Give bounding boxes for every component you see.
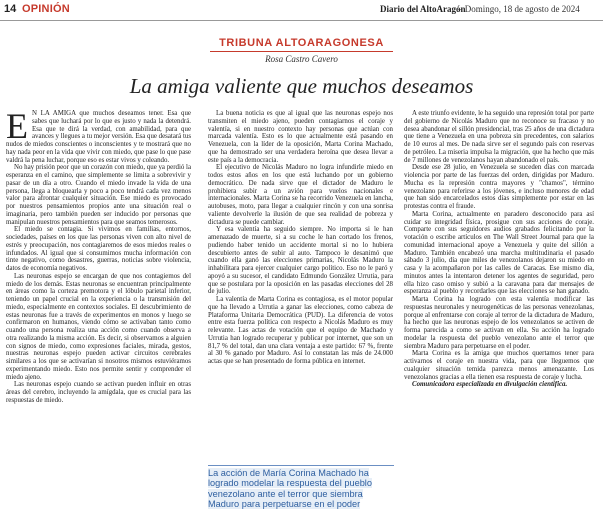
paragraph: Desde ese 28 julio, en Venezuela se suceden días con marcada violencia por parte de las fuerzas del orden, dirigidas por Maduro. Mucha es la represión contra mayores y "chamos", término venezolano para referirse a los jóvenes, e incluso menores de edad que han sido encarcelados estos días simplemente por estar en las protestas contra el fraude. xyxy=(404,164,594,210)
paragraph: Marta Corina ha logrado con esta valentía modificar las respuestas neuronales y neurogenéticas de las personas venezolanas, porque al enfrentarse con coraje al terror de la dictadura de Maduro, ha hecho que las neuronas espejo de los venezolanos se activen de forma parecida a como se activan en ella. Su acción ha logrado modelar la respuesta del pueblo venezolano ante el terror que siembra Maduro para perpetuarse en el poder. xyxy=(404,296,594,350)
paragraph: La valentía de Marta Corina es contagiosa, es el motor popular que ha llevado a Urrutia a ganar las elecciones, como cabeza de Plataforma Unitaria Democrática (PUD). La diferencia de votos entre esta fuerza política con respecto a Nicolás Maduro es muy relevante. Las actas de votación que el equipo de Machado y Urrutia han logrado recuperar y publicar por internet, que son un 81,7 % del total, dan una clara ventaja a este partido: 67 %, frente al 30 % ganado por Maduro. Así lo constatan las más de 24.000 actas que se han presentado de forma pública en internet. xyxy=(208,296,393,365)
kicker-underline xyxy=(210,51,393,52)
paragraph: Las neuronas espejo cuando se activan pueden influir en otras áreas del cerebro, incluyendo la amígdala, que es crucial para las respuestas de miedo. xyxy=(6,381,191,404)
pull-quote-text: La acción de María Corina Machado ha logrado modelar la respuesta del pueblo venezolano ante el terror que siembra Maduro para perpetuarse en el poder xyxy=(208,468,372,510)
header-rule xyxy=(0,20,603,21)
pull-quote-rule xyxy=(208,465,394,466)
article-column-2 xyxy=(208,110,393,366)
paragraph: No hay prisión peor que un corazón con miedo, que ya perdió la esperanza en el camino, que simplemente se limita a sobrevivir y pasar de un día a otro. Cuando el miedo invade la vida de una persona, llega a bloquearla y poco a poco tendrá cada vez menos valor para afrontar cualquier situación. Ese miedo es provocado por nuestros pensamientos propios ante una situación real o imaginaria, pero también pueden ser inducido por personas que manipulan nuestros pensamientos para que seamos temerosos. xyxy=(6,164,191,226)
page-header xyxy=(0,0,603,22)
paragraph: Y esa valentía ha seguido siempre. No importa si le han amenazado de muerte, si a su coche le han cortado los frenos, pudiendo haber tenido un accidente mortal si no lo hubiera descubierto antes de subir al auto. Tampoco le desanimó que cuando ella ganó las elecciones primarias, Nicolás Maduro la inhabilitara para ejercer cualquier cargo político. Eso no le paró y apoyó a su sucesor, el candidato Edmundo González Urrutia, para que se postulara por la oposición en las pasadas elecciones del 28 de julio. xyxy=(208,226,393,296)
author-signature: Comunicadora especializada en divulgación científica. xyxy=(412,381,568,389)
paragraph: El ejecutivo de Nicolás Maduro no logra infundirle miedo en todos estos años en los que está luchando por un gobierno democrático. De nada sirve que el dictador de Maduro le prohibiera subir a un avión para vuelos nacionales e internacionales. Marta Corina se ha recorrido Venezuela en lancha, autobuses, moto, para llegar a cualquier rincón y con una sonrisa valiente devolverle la ilusión de que sea realidad de pobreza y dictadura se puede cambiar. xyxy=(208,164,393,226)
article-column-1 xyxy=(6,106,192,405)
drop-cap: E xyxy=(6,106,28,146)
paragraph: A este triunfo evidente, le ha seguido una represión total por parte del gobierno de Nicolás Maduro que no reconoce su fracaso y no desea abandonar el sillón presidencial, tras 25 años de una dictadura que tiene a Venezuela en una pobreza sin precedentes, con salarios de 10 euros al mes. De nada sirve ser el segundo país con reservas de petróleo. La miseria impulsa la migración, que ha hecho que más de 7 millones de venezolanos hayan abandonado el país. xyxy=(404,110,594,164)
paragraph: Marta Corina es la amiga que muchos quertamos tener para activarnos el coraje en nuestra vida, para que lleguemos que cualquier situación temida parezca menos amenazante. Los venezolanos gracias a ella tienen esa respuesta de coraje y lucha. xyxy=(404,350,594,381)
paragraph: Marta Corina, actualmente en paradero desconocido para así cuidar su integridad física, prosigue con sus acciones de coraje. Comparte con sus seguidores audios grabados felicitando por la votación o escribe artículos en The Wall Street Journal para que la comunidad internacional apoye a Venezuela y quite del sillón a Maduro. También encabezó una marcha multitudinaria el pasado sábado 3 julio, día que miles de venezolanos dejaron su miedo en casa y la acompañaron por las calles de Caracas. Ese mismo día, minutos antes la intentaron detener los agentes de seguridad, pero ella hizo caso omiso y subió a la caravana para dar mensajes de esperanza al pueblo y recordarles que las elecciones se han ganado. xyxy=(404,210,594,296)
paragraph: Las neuronas espejo se encargan de que nos contagiemos del miedo de los demás. Estas neuronas se encuentran principalmente en áreas como la corteza premotora y el lóbulo parietal inferior, teniendo un papel crucial en la experiencia o la transmisión del miedo, especialmente en contextos sociales. El descubrimiento de estas neuronas fue a través de experimentos en monos y luego se confirmaron en humanos, viendo cómo se activaban tanto como cuando una persona realiza una acción como cuando observa a otra realizando la misma acción. Es decir, si observamos a alguien con signos de miedo, como expresiones faciales, mirada, gestos, nuestras neuronas espejo pueden activar circuitos cerebrales similares a los que se activarían si nosotros mismos estuviéramos experimentando miedo. Esto nos permite sentir y comprender el miedo ajeno. xyxy=(6,272,191,381)
publication-date: – Domingo, 18 de agosto de 2024 xyxy=(458,4,580,14)
article-headline: La amiga valiente que muchos deseamos xyxy=(129,74,474,98)
paragraph: La buena noticia es que al igual que las neuronas espejo nos transmiten el miedo ajeno, pueden contagiarnos el coraje y valentía, si en nuestro contexto hay personas que actúan con marcada valentía. Esto es lo que actualmente está pasando en Venezuela, con la líder de la oposición, Marta Corina Machado, que ha demostrado ser una verdadera heroína que desea llevar a este país a la democracia. xyxy=(208,110,393,164)
article-kicker: TRIBUNA ALTOARAGONESA xyxy=(219,37,384,49)
section-name: OPINIÓN xyxy=(22,3,70,15)
pull-quote xyxy=(208,468,394,510)
newspaper-name: Diario del AltoAragón xyxy=(380,4,466,14)
article-author: Rosa Castro Cavero xyxy=(265,54,338,64)
page-number: 14 xyxy=(4,3,17,15)
article-column-3 xyxy=(404,110,594,389)
paragraph: El miedo se contagia. Si vivimos en familias, entornos, sociedades, países en los que las personas viven con alto nivel de estrés y preocupación, nos contagiaremos de esos miedos reales o infundados. Al igual que si consumimos mucha información con tinte negativo, como desastres, guerras, noticias sobre violencia, datos de economía negativos. xyxy=(6,226,191,272)
paragraph: E N LA AMIGA que muchos deseamos tener. Esa que sabes que luchará por lo que es justo y nada la detendrá. Esa que te dirá la verdad, con amabilidad, para que avances y llegues a tu mejor versión. Esa que desatará tus nudos de miedos conscientes o inconscientes y te mostrará que no hay nada peor en la vida que vivir con miedo, que pase lo que pase valdrá la pena luchar, porque eso es estar vivos y coleando. xyxy=(6,106,192,164)
